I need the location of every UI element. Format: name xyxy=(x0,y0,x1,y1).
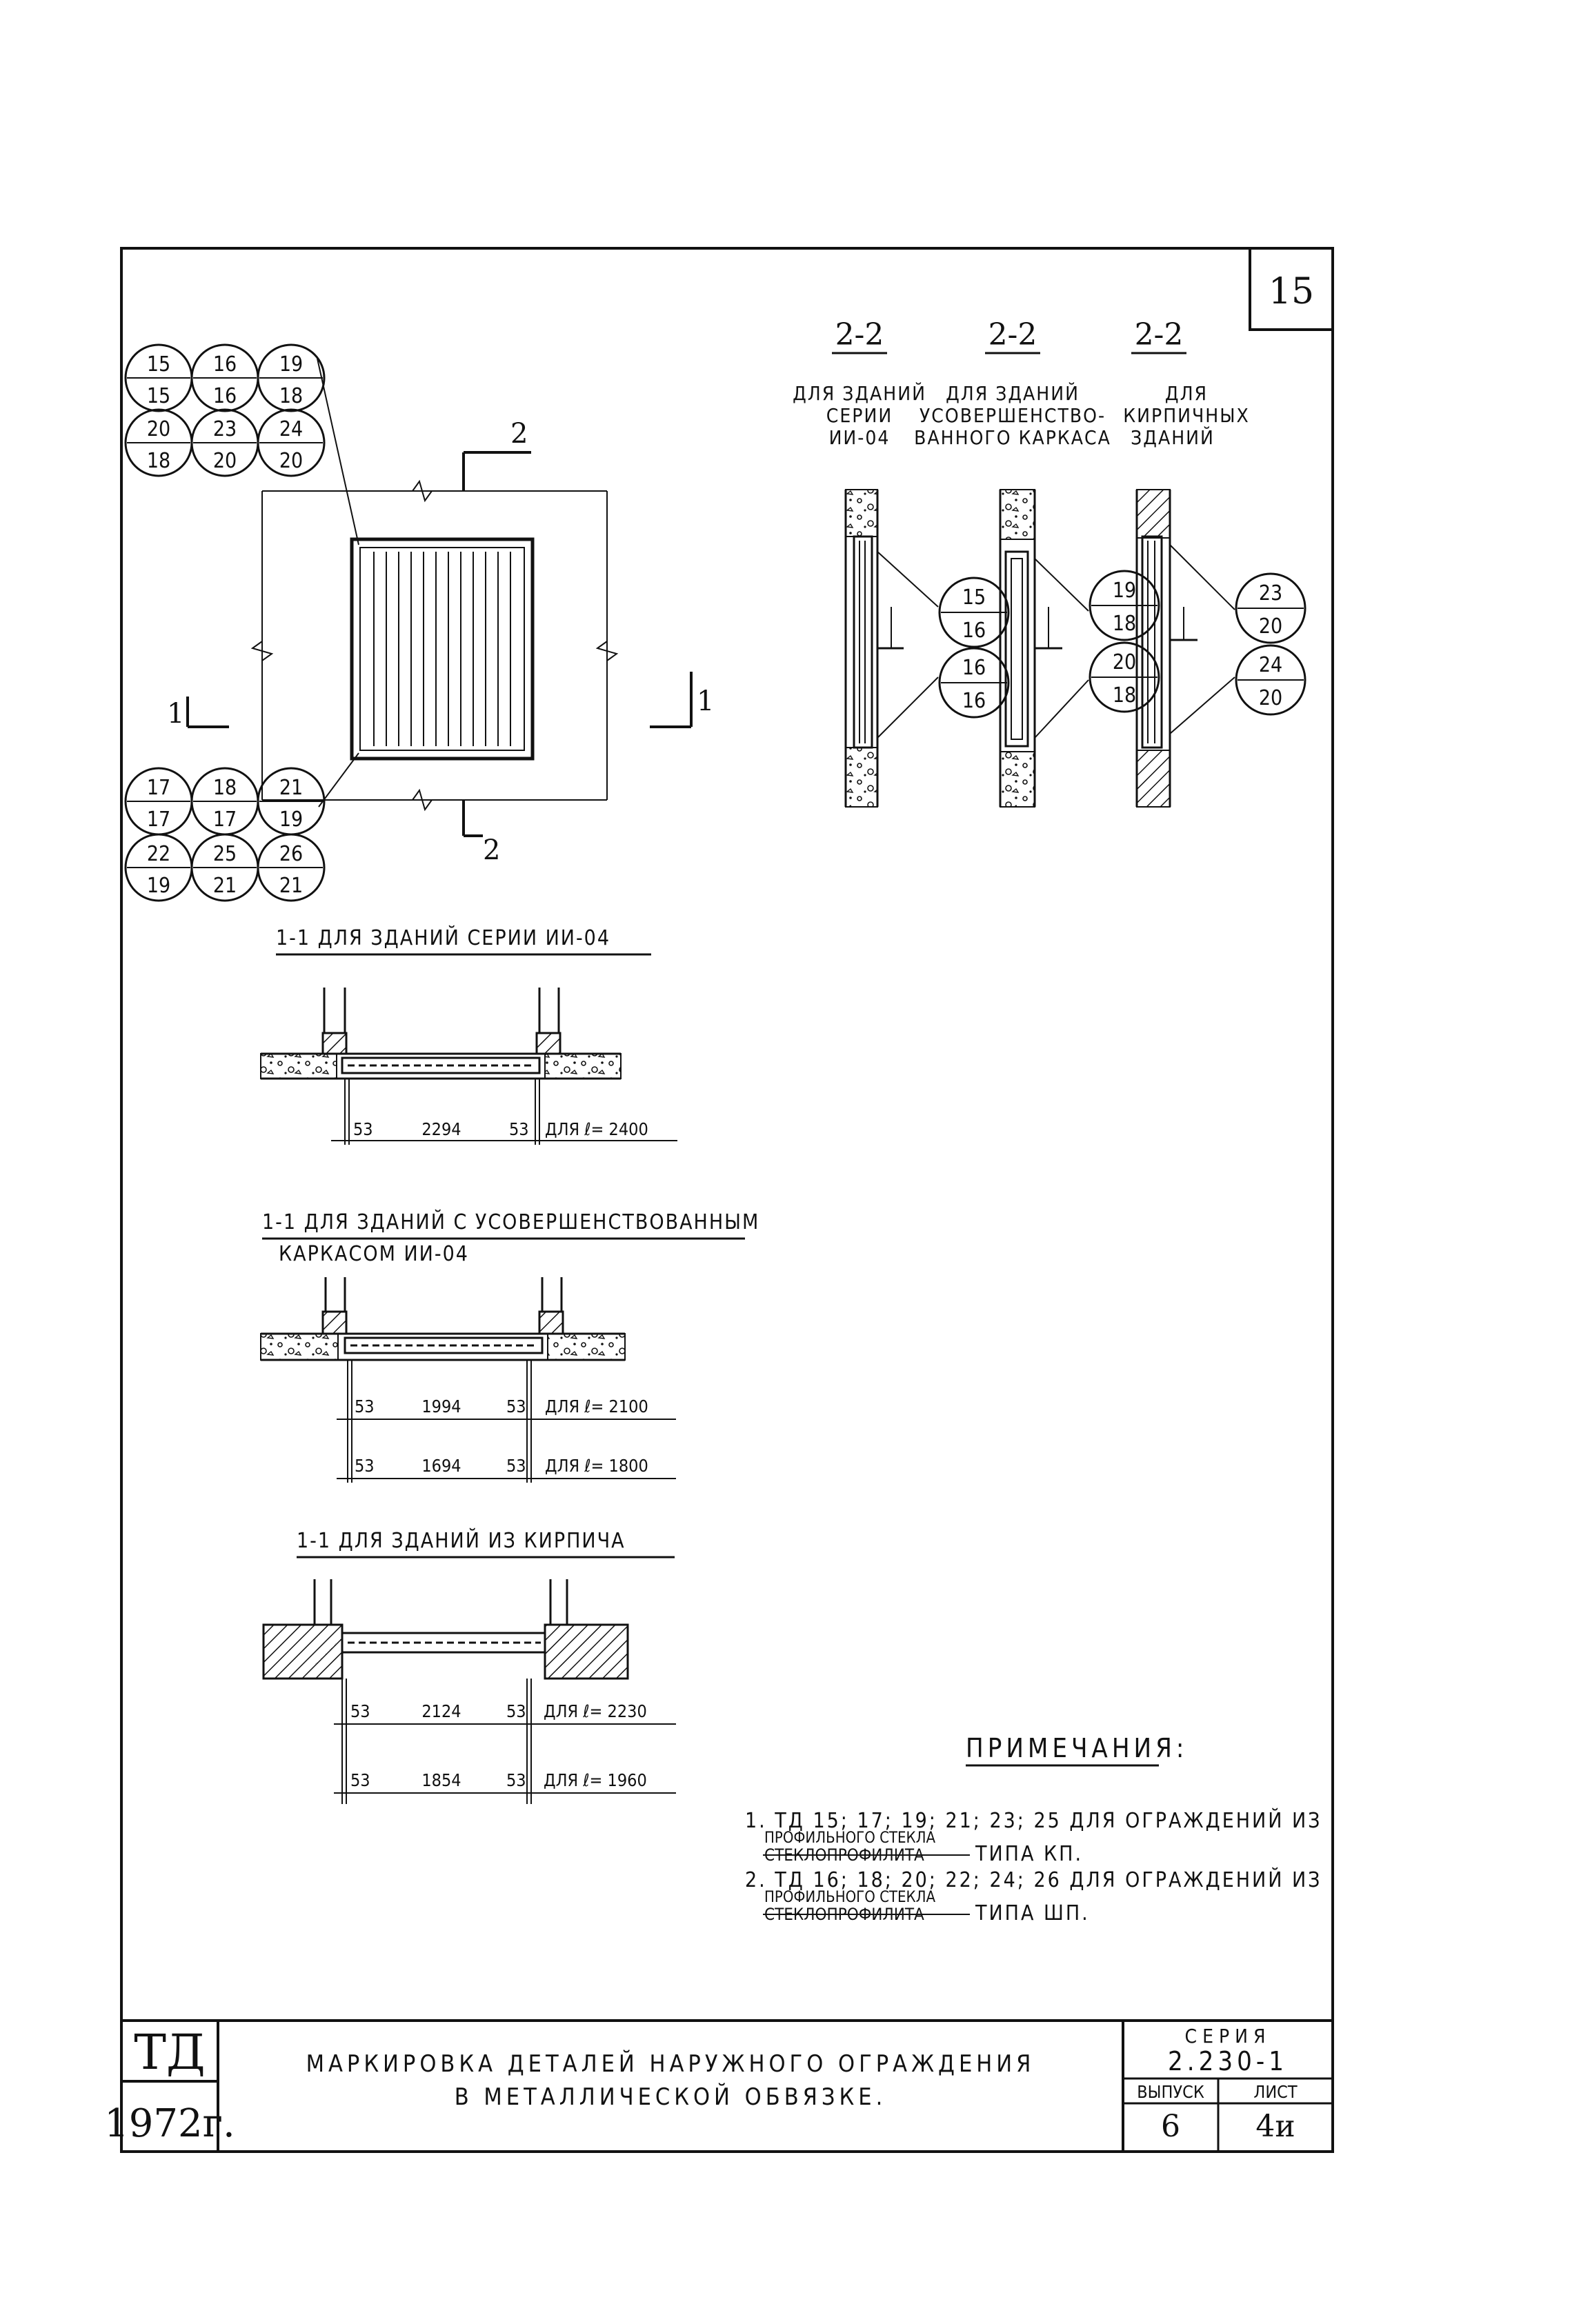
svg-text:ТИПА КП.: ТИПА КП. xyxy=(975,1842,1084,1866)
svg-text:ДЛЯ ℓ= 1800: ДЛЯ ℓ= 1800 xyxy=(545,1456,648,1476)
section-2-2-series-drawing xyxy=(846,490,938,807)
section-title: 1-1 ДЛЯ ЗДАНИЙ СЕРИИ ИИ-04 xyxy=(276,926,611,950)
svg-text:16: 16 xyxy=(962,656,986,680)
svg-text:25: 25 xyxy=(212,842,237,866)
svg-text:15: 15 xyxy=(146,352,171,377)
svg-text:1854: 1854 xyxy=(421,1770,461,1790)
sheet-label: ЛИСТ xyxy=(1253,2082,1298,2102)
svg-text:16: 16 xyxy=(962,689,986,713)
sheet-number: 15 xyxy=(1268,271,1315,312)
svg-text:2-2: 2-2 xyxy=(835,317,884,352)
series-value: 2.230-1 xyxy=(1168,2046,1288,2076)
section-2-2-brick-drawing xyxy=(1137,490,1235,807)
svg-text:24: 24 xyxy=(1258,653,1283,677)
svg-text:ЗДАНИЙ: ЗДАНИЙ xyxy=(1131,426,1215,449)
svg-text:2: 2 xyxy=(510,418,528,450)
bubble xyxy=(258,834,324,901)
section-title: 1-1 ДЛЯ ЗДАНИЙ ИЗ КИРПИЧА xyxy=(297,1529,626,1553)
svg-text:53: 53 xyxy=(506,1396,526,1416)
svg-text:17: 17 xyxy=(212,808,237,832)
plan-view xyxy=(126,345,714,901)
svg-text:16: 16 xyxy=(212,352,237,377)
svg-text:16: 16 xyxy=(962,619,986,643)
svg-text:2124: 2124 xyxy=(421,1701,461,1721)
svg-text:15: 15 xyxy=(146,384,171,408)
drawing-title-line1: МАРКИРОВКА ДЕТАЛЕЙ НАРУЖНОГО ОГРАЖДЕНИЯ xyxy=(306,2050,1035,2078)
svg-text:2. ТД 16; 18; 20; 22; 24; 26 Д: 2. ТД 16; 18; 20; 22; 24; 26 ДЛЯ ОГРАЖДЕНИЙ ИЗ xyxy=(745,1868,1322,1892)
bubble xyxy=(258,410,324,476)
svg-text:ДЛЯ ℓ= 2100: ДЛЯ ℓ= 2100 xyxy=(545,1396,648,1416)
svg-text:15: 15 xyxy=(962,585,986,610)
bubble xyxy=(1090,643,1159,712)
svg-text:20: 20 xyxy=(1112,650,1137,674)
svg-text:53: 53 xyxy=(353,1119,373,1139)
svg-text:ТИПА ШП.: ТИПА ШП. xyxy=(975,1901,1090,1925)
bubble xyxy=(192,768,258,834)
svg-text:24: 24 xyxy=(279,417,304,441)
issue-label: ВЫПУСК xyxy=(1137,2082,1204,2102)
svg-text:16: 16 xyxy=(212,384,237,408)
section-title-line2: КАРКАСОМ ИИ-04 xyxy=(279,1242,469,1266)
svg-text:53: 53 xyxy=(506,1456,526,1476)
svg-text:СТЕКЛОПРОФИЛИТА: СТЕКЛОПРОФИЛИТА xyxy=(764,1905,924,1924)
cut-marker-1-left xyxy=(167,697,229,730)
svg-text:53: 53 xyxy=(506,1701,526,1721)
sections-2-2 xyxy=(793,317,1305,807)
svg-text:20: 20 xyxy=(1258,686,1283,710)
bubbles-top-cluster xyxy=(126,345,324,476)
title-block xyxy=(104,2021,1333,2152)
svg-text:18: 18 xyxy=(212,776,237,800)
svg-text:ДЛЯ ℓ= 2230: ДЛЯ ℓ= 2230 xyxy=(544,1701,647,1721)
bubble xyxy=(1236,574,1305,643)
svg-text:ДЛЯ ЗДАНИЙ: ДЛЯ ЗДАНИЙ xyxy=(946,382,1080,405)
svg-text:18: 18 xyxy=(1112,683,1137,708)
section-1-1-improved xyxy=(261,1210,759,1483)
svg-text:20: 20 xyxy=(1258,614,1283,639)
svg-text:23: 23 xyxy=(1258,581,1283,605)
svg-text:2294: 2294 xyxy=(421,1119,461,1139)
svg-text:ДЛЯ: ДЛЯ xyxy=(1164,382,1209,405)
svg-text:ДЛЯ ЗДАНИЙ: ДЛЯ ЗДАНИЙ xyxy=(793,382,926,405)
bubble xyxy=(126,834,192,901)
svg-text:1. ТД 15; 17; 19; 21; 23; 25 Д: 1. ТД 15; 17; 19; 21; 23; 25 ДЛЯ ОГРАЖДЕНИЙ ИЗ xyxy=(745,1809,1322,1833)
panel-glazing xyxy=(364,552,520,746)
svg-text:1: 1 xyxy=(697,685,715,717)
svg-text:ПРОФИЛЬНОГО СТЕКЛА: ПРОФИЛЬНОГО СТЕКЛА xyxy=(764,1889,935,1906)
org-mark: ТД xyxy=(134,2024,206,2081)
year: 1972г. xyxy=(104,2101,235,2146)
svg-text:СТЕКЛОПРОФИЛИТА: СТЕКЛОПРОФИЛИТА xyxy=(764,1845,924,1865)
section-title: 1-1 ДЛЯ ЗДАНИЙ С УСОВЕРШЕНСТВОВАННЫМ xyxy=(262,1210,760,1234)
section-bubbles xyxy=(940,571,1305,717)
issue-value: 6 xyxy=(1161,2109,1180,2144)
note-item-1 xyxy=(745,1808,1322,1866)
bubble xyxy=(940,578,1008,647)
svg-text:53: 53 xyxy=(355,1396,375,1416)
bubble xyxy=(940,648,1008,717)
svg-text:53: 53 xyxy=(350,1701,370,1721)
cut-marker-2-top xyxy=(464,418,531,491)
svg-text:1694: 1694 xyxy=(421,1456,461,1476)
bubble xyxy=(1090,571,1159,640)
svg-text:22: 22 xyxy=(146,842,171,866)
svg-text:19: 19 xyxy=(279,808,304,832)
view-2-2-brick xyxy=(1123,317,1249,449)
svg-text:53: 53 xyxy=(350,1770,370,1790)
svg-text:2-2: 2-2 xyxy=(988,317,1037,352)
bubble xyxy=(192,410,258,476)
svg-text:18: 18 xyxy=(1112,612,1137,636)
svg-text:21: 21 xyxy=(279,874,304,898)
svg-text:19: 19 xyxy=(1112,579,1137,603)
drawing-title-line2: В МЕТАЛЛИЧЕСКОЙ ОБВЯЗКЕ. xyxy=(454,2083,887,2111)
bubbles-bottom-cluster xyxy=(126,768,324,901)
sheet-value: 4и xyxy=(1255,2109,1295,2144)
cut-marker-1-right xyxy=(650,672,714,727)
svg-text:СЕРИИ: СЕРИИ xyxy=(826,404,893,427)
svg-text:ДЛЯ ℓ= 2400: ДЛЯ ℓ= 2400 xyxy=(545,1119,648,1139)
svg-text:23: 23 xyxy=(212,417,237,441)
bubble xyxy=(258,768,324,834)
svg-text:20: 20 xyxy=(212,449,237,473)
notes-heading: ПРИМЕЧАНИЯ: xyxy=(966,1733,1189,1763)
svg-text:20: 20 xyxy=(146,417,171,441)
svg-text:ВАННОГО КАРКАСА: ВАННОГО КАРКАСА xyxy=(914,426,1111,449)
svg-text:17: 17 xyxy=(146,808,171,832)
svg-text:19: 19 xyxy=(146,874,171,898)
svg-text:ИИ-04: ИИ-04 xyxy=(828,426,891,449)
svg-text:21: 21 xyxy=(279,776,304,800)
bubble xyxy=(1236,645,1305,714)
svg-text:53: 53 xyxy=(355,1456,375,1476)
svg-text:2-2: 2-2 xyxy=(1134,317,1184,352)
svg-text:ДЛЯ ℓ= 1960: ДЛЯ ℓ= 1960 xyxy=(544,1770,647,1790)
bubble xyxy=(126,768,192,834)
svg-text:1994: 1994 xyxy=(421,1396,461,1416)
bubble xyxy=(126,345,192,411)
svg-text:53: 53 xyxy=(506,1770,526,1790)
note-item-2 xyxy=(745,1867,1322,1925)
svg-text:1: 1 xyxy=(167,698,185,730)
svg-text:18: 18 xyxy=(279,384,304,408)
svg-text:53: 53 xyxy=(509,1119,529,1139)
section-1-1-brick xyxy=(264,1528,676,1804)
bubble xyxy=(258,345,324,411)
svg-text:19: 19 xyxy=(279,352,304,377)
svg-text:26: 26 xyxy=(279,842,304,866)
svg-text:УСОВЕРШЕНСТВО-: УСОВЕРШЕНСТВО- xyxy=(919,404,1106,427)
series-label: СЕРИЯ xyxy=(1184,2025,1271,2047)
svg-text:18: 18 xyxy=(146,449,171,473)
bubble xyxy=(126,410,192,476)
section-2-2-improved-drawing xyxy=(1000,490,1089,807)
cut-marker-2-bottom xyxy=(464,800,500,866)
svg-text:КИРПИЧНЫХ: КИРПИЧНЫХ xyxy=(1123,404,1250,427)
svg-text:ПРОФИЛЬНОГО СТЕКЛА: ПРОФИЛЬНОГО СТЕКЛА xyxy=(764,1830,935,1847)
svg-text:2: 2 xyxy=(483,834,501,866)
view-2-2-improved xyxy=(914,317,1111,449)
section-1-1-series xyxy=(261,925,677,1145)
svg-text:21: 21 xyxy=(212,874,237,898)
sheet-number-box xyxy=(1250,248,1333,330)
svg-text:17: 17 xyxy=(146,776,171,800)
view-2-2-series xyxy=(793,317,926,449)
notes xyxy=(745,1733,1322,1925)
svg-text:20: 20 xyxy=(279,449,304,473)
bubble xyxy=(192,834,258,901)
bubble xyxy=(192,345,258,411)
